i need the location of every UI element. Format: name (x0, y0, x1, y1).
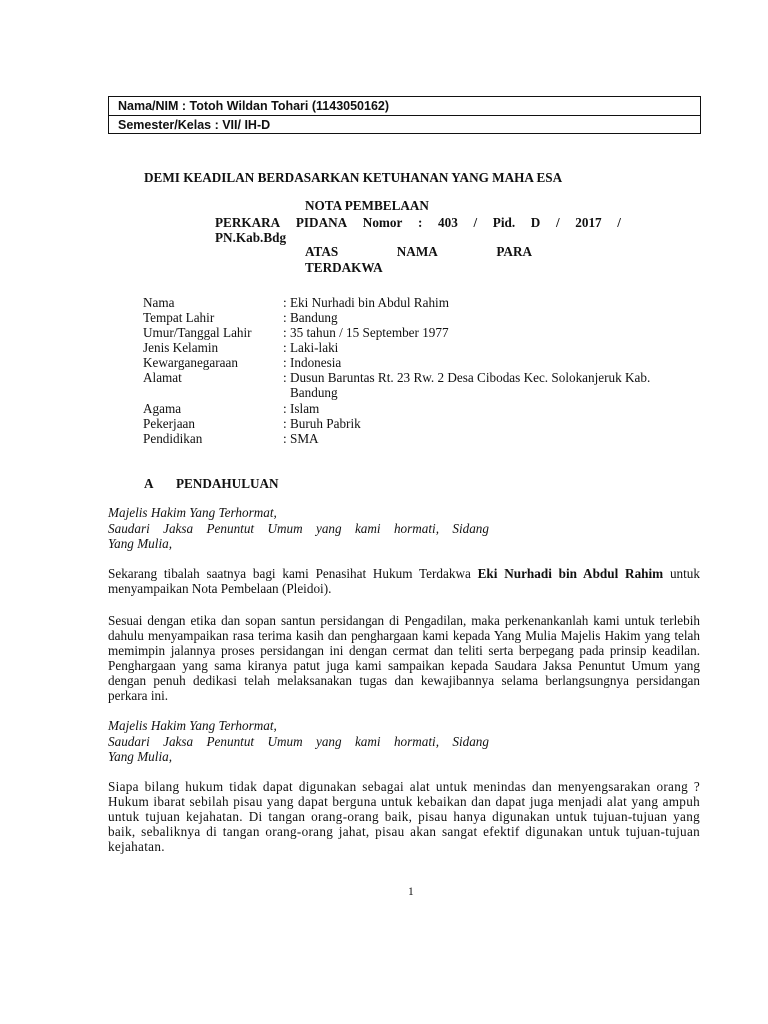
value-agama: : Islam (283, 401, 320, 416)
salutation-word: Jaksa (163, 734, 194, 749)
on-behalf-line2: TERDAKWA (305, 260, 383, 275)
label-pendidikan: Pendidikan (143, 431, 203, 446)
salutation-word: Umum (267, 734, 303, 749)
salutation-word: yang (315, 521, 342, 536)
case-number-word: 2017 (575, 215, 602, 230)
salutation-word: hormati, (393, 734, 439, 749)
on-behalf-word: NAMA (396, 244, 438, 259)
salutation-word: Penuntut (206, 734, 255, 749)
salutation-word: Sidang (452, 734, 489, 749)
salutation-word: kami (354, 734, 381, 749)
salutation-line1: Majelis Hakim Yang Terhormat, (108, 505, 277, 520)
on-behalf-word: PARA (496, 244, 532, 259)
label-agama: Agama (143, 401, 182, 416)
case-number-word: PERKARA (215, 215, 281, 230)
salutation-word: yang (315, 734, 342, 749)
case-number-word: D (530, 215, 541, 230)
value-umur: : 35 tahun / 15 September 1977 (283, 325, 449, 340)
label-nama: Nama (143, 295, 175, 310)
case-number-line2: PN.Kab.Bdg (215, 230, 287, 245)
case-number-word: : (418, 215, 423, 230)
value-jenis-kelamin: : Laki-laki (283, 340, 339, 355)
document-heading: DEMI KEADILAN BERDASARKAN KETUHANAN YANG MAHA ESA (144, 170, 563, 185)
section-title: PENDAHULUAN (176, 476, 279, 491)
salutation-word: Jaksa (163, 521, 194, 536)
salutation-word: Saudari (108, 734, 150, 749)
value-alamat: : Dusun Baruntas Rt. 23 Rw. 2 Desa Cibodas Kec. Solokanjeruk Kab. (283, 370, 651, 385)
salutation-word: Sidang (452, 521, 489, 536)
salutation-line2 (108, 521, 489, 536)
label-tempat-lahir: Tempat Lahir (143, 310, 215, 325)
case-number-word: Nomor (362, 215, 403, 230)
salutation-word: Saudari (108, 521, 150, 536)
salutation-word: hormati, (393, 521, 439, 536)
label-jenis-kelamin: Jenis Kelamin (143, 340, 219, 355)
label-pekerjaan: Pekerjaan (143, 416, 195, 431)
label-alamat: Alamat (143, 370, 182, 385)
salutation-line3: Yang Mulia, (108, 536, 172, 551)
para1-text-before: Sekarang tibalah saatnya bagi kami Penasihat Hukum Terdakwa (108, 566, 478, 581)
case-number-word: / (617, 215, 621, 230)
page-number: 1 (408, 886, 414, 898)
salutation2-line3: Yang Mulia, (108, 749, 172, 764)
value-pendidikan: : SMA (283, 431, 319, 446)
student-name-nim: Nama/NIM : Totoh Wildan Tohari (1143050162) (109, 97, 700, 116)
value-nama: : Eki Nurhadi bin Abdul Rahim (283, 295, 449, 310)
nota-title: NOTA PEMBELAAN (305, 198, 429, 213)
case-number-word: PIDANA (295, 215, 348, 230)
section-letter: A (144, 476, 154, 491)
label-umur: Umur/Tanggal Lahir (143, 325, 252, 340)
salutation2-line1: Majelis Hakim Yang Terhormat, (108, 718, 277, 733)
paragraph-intro (108, 566, 700, 596)
salutation-word: Penuntut (206, 521, 255, 536)
case-number-word: 403 (438, 215, 458, 230)
paragraph-gratitude: Sesuai dengan etika dan sopan santun persidangan di Pengadilan, maka perkenankanlah kami untuk terlebih dahulu menyampaikan rasa terima kasih dan penghargaan kami kepada Yang Mulia Majelis Hakim yang telah memimpin jalannya proses persidangan ini dengan cermat dan teliti serta berpegang pada prinsip keadilan. Penghargaan yang sama kiranya patut juga kami sampaikan kepada Saudara Jaksa Penuntut Umum yang dengan penuh dedikasi telah melaksanakan tugas dan kewajibannya selama berlangsungnya persidangan perkara ini. (108, 613, 700, 703)
para1-text-after: untuk menyampaikan Nota Pembelaan (Pleidoi). (108, 566, 700, 596)
label-kewarganegaraan: Kewarganegaraan (143, 355, 238, 370)
salutation2-line2 (108, 734, 489, 749)
case-number-word: / (555, 215, 560, 230)
value-pekerjaan: : Buruh Pabrik (283, 416, 361, 431)
case-number-line1 (215, 215, 621, 230)
student-info-table (108, 96, 701, 134)
on-behalf-line1 (305, 244, 532, 259)
case-number-word: / (473, 215, 478, 230)
value-alamat-line2: Bandung (290, 385, 338, 400)
student-semester-class: Semester/Kelas : VII/ IH-D (118, 118, 271, 132)
salutation-word: Umum (267, 521, 303, 536)
salutation-word: kami (354, 521, 381, 536)
on-behalf-word: ATAS (305, 244, 339, 259)
value-kewarganegaraan: : Indonesia (283, 355, 342, 370)
defendant-name-bold: Eki Nurhadi bin Abdul Rahim (477, 566, 664, 581)
value-tempat-lahir: : Bandung (283, 310, 338, 325)
paragraph-knife-analogy: Siapa bilang hukum tidak dapat digunakan sebagai alat untuk menindas dan menyengsarakan orang ? Hukum ibarat sebilah pisau yang dapat berguna untuk kebaikan dan dapat juga menjadi alat yang ampuh untuk tujuan kejahatan. Di tangan orang-orang baik, pisau hanya digunakan untuk tujuan-tujuan yang baik, sebaliknya di tangan orang-orang jahat, pisau akan sangat efektif digunakan untuk tujuan-tujuan kejahatan. (108, 779, 700, 854)
case-number-word: Pid. (492, 215, 516, 230)
